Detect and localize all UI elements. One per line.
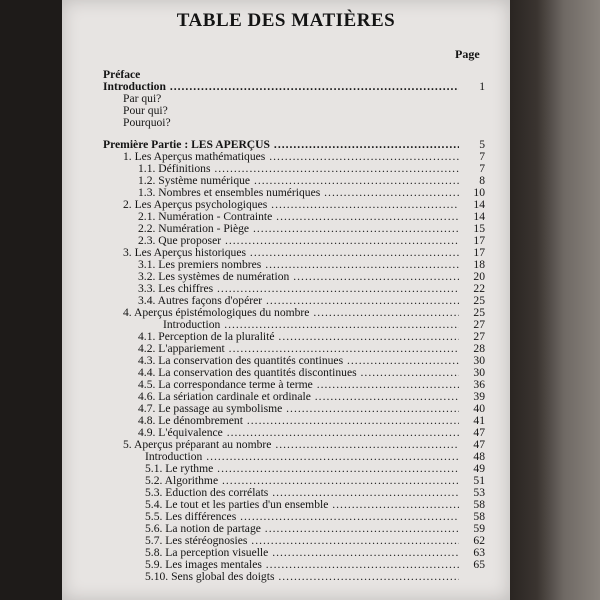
toc-entry-label: 4.6. La sériation cardinale et ordinale ..... <box>138 391 459 403</box>
toc-entry <box>103 69 493 81</box>
toc-entry <box>103 163 493 175</box>
toc-entry-page: 17 <box>473 246 485 259</box>
toc-entry-page: 30 <box>473 366 485 379</box>
toc-entry <box>103 223 493 235</box>
toc-entry-label: 4.4. La conservation des quantités discontinues ..... <box>138 367 459 379</box>
toc-entry-page: 15 <box>473 222 485 235</box>
toc-entry <box>103 427 493 439</box>
toc-entry-label: Première Partie : LES APERÇUS ..... <box>103 139 459 151</box>
toc-entry-page: 25 <box>473 294 485 307</box>
toc-entry-page: 14 <box>473 198 485 211</box>
toc-entry <box>103 499 493 511</box>
page-title: TABLE DES MATIÈRES <box>176 10 396 31</box>
toc-entry <box>103 295 493 307</box>
toc-entry-page: 25 <box>473 306 485 319</box>
toc-entry-label: 4.8. Le dénombrement ..... <box>138 415 459 427</box>
toc-entry-page: 40 <box>473 402 485 415</box>
toc-entry <box>103 199 493 211</box>
toc-entry-page: 27 <box>473 330 485 343</box>
toc-entry-label: 2.1. Numération - Contrainte ..... <box>138 211 459 223</box>
toc-entry-label: 4.7. Le passage au symbolisme ..... <box>138 403 459 415</box>
toc-entry <box>103 439 493 451</box>
toc-entry <box>103 187 493 199</box>
toc-entry-page: 36 <box>473 378 485 391</box>
toc-entry-label: Pourquoi? <box>123 117 171 129</box>
toc-entry-page: 27 <box>473 318 485 331</box>
toc-entry <box>103 571 493 583</box>
toc-entry-label: 3.2. Les systèmes de numération ..... <box>138 271 459 283</box>
book-edge <box>510 0 600 600</box>
toc-entry-page: 8 <box>479 174 485 187</box>
toc-entry-page: 17 <box>473 234 485 247</box>
toc-entry-label: Préface <box>103 69 141 81</box>
toc-entry-page: 28 <box>473 342 485 355</box>
toc-entry-label: 1.3. Nombres et ensembles numériques ..... <box>138 187 459 199</box>
toc-entry-page: 49 <box>473 462 485 475</box>
toc-entry <box>103 151 493 163</box>
toc-entry-label: 5.4. Le tout et les parties d'un ensemble ..... <box>145 499 459 511</box>
toc-entry-label: 3.4. Autres façons d'opérer ..... <box>138 295 459 307</box>
toc-entry-page: 51 <box>473 474 485 487</box>
toc-entry-page: 14 <box>473 210 485 223</box>
toc-entry <box>103 319 493 331</box>
toc-entry-label: 5.6. La notion de partage ..... <box>145 523 459 535</box>
toc-entry-page: 22 <box>473 282 485 295</box>
toc-entry <box>103 523 493 535</box>
toc-entry <box>103 451 493 463</box>
toc-entry <box>103 247 493 259</box>
toc-entry-label: 4. Aperçus épistémologiques du nombre ..... <box>123 307 459 319</box>
toc-entry <box>103 391 493 403</box>
toc-entry-label: 4.9. L'équivalence ..... <box>138 427 459 439</box>
toc-entry-label: 1.2. Système numérique ..... <box>138 175 459 187</box>
toc-entry-page: 5 <box>479 138 485 151</box>
toc-spacer <box>103 129 493 139</box>
toc-entry <box>103 307 493 319</box>
toc-entry <box>103 403 493 415</box>
toc-entry <box>103 175 493 187</box>
toc-entry-page: 48 <box>473 450 485 463</box>
toc-entry <box>103 367 493 379</box>
toc-entry-label: 4.1. Perception de la pluralité ..... <box>138 331 459 343</box>
toc-entry <box>103 211 493 223</box>
toc-entry-page: 30 <box>473 354 485 367</box>
toc-entry-page: 63 <box>473 546 485 559</box>
toc-entry <box>103 547 493 559</box>
toc-entry <box>103 283 493 295</box>
toc-entry-label: Introduction ..... <box>103 81 459 93</box>
toc-entry <box>103 139 493 151</box>
toc-entry-label: 5.3. Eduction des corrélats ..... <box>145 487 459 499</box>
toc-entry-page: 65 <box>473 558 485 571</box>
toc-entry <box>103 559 493 571</box>
toc-entry <box>103 259 493 271</box>
toc-entry-page: 53 <box>473 486 485 499</box>
toc-entry-page: 47 <box>473 438 485 451</box>
toc-entry-label: 1. Les Aperçus mathématiques ..... <box>123 151 459 163</box>
toc-entry-label: Introduction ..... <box>163 319 459 331</box>
toc-entry-label: Par qui? <box>123 93 162 105</box>
toc-entry-page: 58 <box>473 498 485 511</box>
toc-entry <box>103 463 493 475</box>
toc-entry-label: 5. Aperçus préparant au nombre ..... <box>123 439 459 451</box>
toc-entry-label: 4.2. L'appariement ..... <box>138 343 459 355</box>
toc-entry-label: 2.2. Numération - Piège ..... <box>138 223 459 235</box>
toc-entry-page: 62 <box>473 534 485 547</box>
toc-entry-label: Pour qui? <box>123 105 168 117</box>
toc-entry-page: 7 <box>479 162 485 175</box>
toc-entry <box>103 105 493 117</box>
toc-entry <box>103 81 493 93</box>
toc-entry <box>103 117 493 129</box>
toc-entry-label: 3.1. Les premiers nombres ..... <box>138 259 459 271</box>
toc-entry-label: 3.3. Les chiffres ..... <box>138 283 459 295</box>
toc-entry-label: 5.7. Les stéréognosies ..... <box>145 535 459 547</box>
toc-entry-label: 5.10. Sens global des doigts ..... <box>145 571 459 583</box>
toc-entry-page: 47 <box>473 426 485 439</box>
toc-entry <box>103 475 493 487</box>
toc-entry-label: 3. Les Aperçus historiques ..... <box>123 247 459 259</box>
table-of-contents <box>103 69 493 583</box>
toc-entry <box>103 511 493 523</box>
toc-entry-label: 5.5. Les différences ..... <box>145 511 459 523</box>
toc-entry-page: 7 <box>479 150 485 163</box>
toc-entry-page: 41 <box>473 414 485 427</box>
toc-entry <box>103 235 493 247</box>
toc-entry-label: 5.1. Le rythme ..... <box>145 463 459 475</box>
toc-entry-label: 2. Les Aperçus psychologiques ..... <box>123 199 459 211</box>
toc-entry <box>103 355 493 367</box>
toc-entry-label: Introduction ..... <box>145 451 459 463</box>
toc-entry-page: 18 <box>473 258 485 271</box>
toc-entry-label: 5.8. La perception visuelle ..... <box>145 547 459 559</box>
toc-entry-label: 5.2. Algorithme ..... <box>145 475 459 487</box>
page-column-header: Page <box>455 47 480 61</box>
toc-entry-page: 59 <box>473 522 485 535</box>
toc-entry <box>103 415 493 427</box>
toc-entry <box>103 271 493 283</box>
toc-entry-label: 5.9. Les images mentales ..... <box>145 559 459 571</box>
toc-entry <box>103 487 493 499</box>
toc-entry-page: 20 <box>473 270 485 283</box>
toc-entry-page: 10 <box>473 186 485 199</box>
toc-entry <box>103 93 493 105</box>
toc-entry-label: 2.3. Que proposer ..... <box>138 235 459 247</box>
toc-entry-label: 1.1. Définitions ..... <box>138 163 459 175</box>
toc-entry <box>103 379 493 391</box>
toc-entry <box>103 343 493 355</box>
toc-entry <box>103 331 493 343</box>
toc-entry <box>103 535 493 547</box>
toc-entry-page: 1 <box>479 80 485 93</box>
toc-entry-page: 58 <box>473 510 485 523</box>
toc-entry-label: 4.3. La conservation des quantités continues ..... <box>138 355 459 367</box>
toc-entry-page: 39 <box>473 390 485 403</box>
toc-entry-label: 4.5. La correspondance terme à terme ..... <box>138 379 459 391</box>
